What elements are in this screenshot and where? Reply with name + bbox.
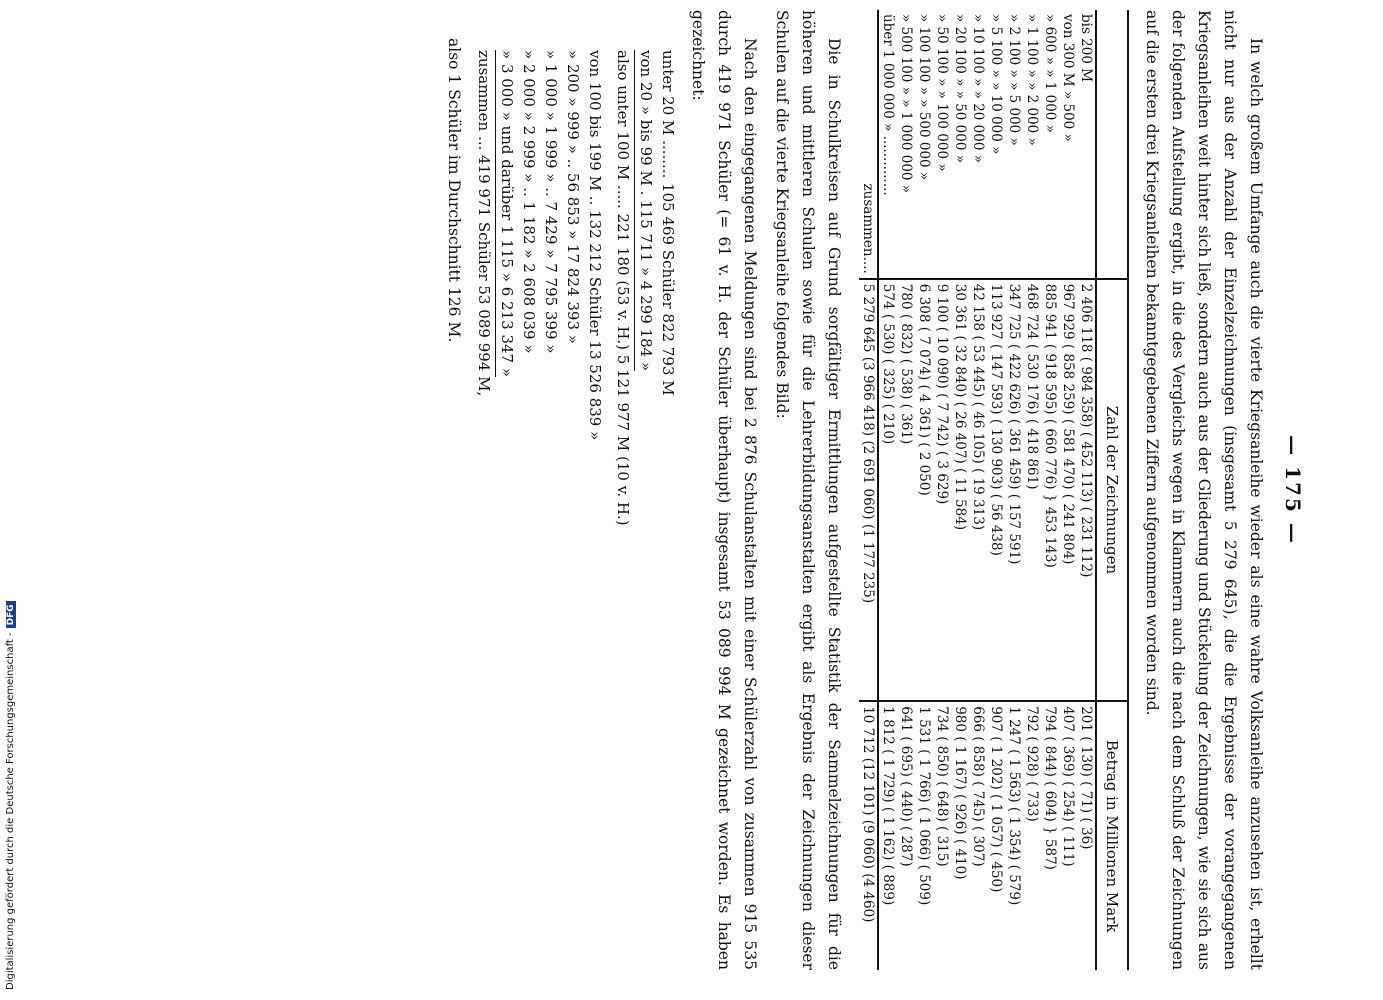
range-prefix: » — [934, 14, 950, 23]
amount-cell: 980 ( 1 167) ( 926) ( 410) — [952, 706, 968, 880]
range-to: » 5 000 » — [1006, 82, 1022, 146]
range-prefix: » — [1006, 14, 1022, 23]
merged-amount-note: 587) — [1042, 838, 1058, 870]
table-row — [1059, 10, 1077, 970]
range-to: » 50 000 » — [952, 90, 968, 163]
range-prefix: von — [1060, 14, 1076, 39]
count-cell: 113 927 ( 147 593) ( 130 903) ( 56 438) — [987, 279, 1005, 701]
table-body — [878, 10, 1096, 970]
amount-cell: 734 ( 850) ( 648) ( 315) — [934, 706, 950, 867]
dfg-logo: DFG — [6, 601, 16, 628]
range-to: » 2 000 » — [1024, 82, 1040, 146]
range-cell — [969, 10, 987, 279]
document-page — [85, 10, 1305, 970]
list-item: von 100 bis 199 M .. 132 212 Schüler 13 526 839 » — [586, 50, 604, 441]
list-item: also unter 100 M ..... 221 180 (53 v. H.) 5 121 977 M (10 v. H.) — [614, 50, 632, 526]
list-item: » 1 000 » 1 999 » .. 7 429 » 7 795 399 » — [542, 50, 560, 354]
table-row — [1041, 10, 1059, 970]
total-label: zusammen.... — [859, 10, 878, 279]
table-row — [969, 10, 987, 970]
count-cell: 574 ( 530) ( 325) ( 210) — [878, 279, 897, 701]
under-100-list — [612, 50, 679, 970]
amount-cell: 907 ( 1 202) ( 1 057) ( 450) — [988, 706, 1004, 893]
count-cell: 967 929 ( 858 259) ( 581 470) ( 241 804) — [1059, 279, 1077, 701]
amount-cell: 794 ( 844) ( 604) } 587) — [1042, 706, 1058, 870]
count-cell: 468 724 ( 530 176) ( 418 861) — [1023, 279, 1041, 701]
range-cell — [1023, 10, 1041, 279]
brace-mark: } — [1042, 489, 1058, 507]
range-prefix: » — [916, 14, 932, 23]
range-cell — [933, 10, 951, 279]
list-item: zusammen ... 419 971 Schüler 53 089 994 M, — [475, 50, 493, 397]
count-cell: 42 158 ( 53 445) ( 46 105) ( 19 313) — [969, 279, 987, 701]
table-row — [1077, 10, 1096, 970]
range-prefix: » — [1024, 14, 1040, 23]
intro-paragraph: In welch großem Umfange auch die vierte Kriegsanleihe wieder als eine wahre Volksanleihe anzusehen ist, erhellt nicht nur aus der Anzahl der Einzelzeichnungen (insgesamt 5 279 645), die die Ergebnisse der vorangegangenen Kriegsanleihen weit hinter sich ließ, sondern auch aus der Gliederung und Stückelung der Zeichnungen, wie sie sich aus der folgenden Aufstellung ergibt, in die des Vergleichs wegen in Klammern auch die nach dem Schluß der Zeichnungen auf die ersten drei Kriegsanleihen bekanntgegebenen Ziffern aufgenommen worden sind. — [1143, 10, 1265, 970]
range-prefix: » — [898, 14, 914, 23]
table-row — [933, 10, 951, 970]
amount-cell: 1 531 ( 1 766) ( 1 066) ( 509) — [916, 706, 932, 906]
table-row — [915, 10, 933, 970]
range-to: .............. — [880, 135, 896, 196]
range-from: 10 100 » — [970, 26, 986, 87]
page-number: — 175 — — [1281, 435, 1305, 545]
range-prefix: » — [952, 14, 968, 23]
range-from: 5 100 » — [988, 26, 1004, 78]
range-cell — [878, 10, 897, 279]
amount-cell: 641 ( 695) ( 440) ( 287) — [898, 706, 914, 867]
amount-cell: 407 ( 369) ( 254) ( 111) — [1060, 706, 1076, 867]
list-item: » 200 » 999 » .. 56 853 » 17 824 393 » — [564, 50, 582, 344]
range-to: » 20 000 » — [970, 90, 986, 163]
range-prefix: » — [988, 14, 1004, 23]
count-header: Zahl der Zeichnungen — [1096, 279, 1128, 701]
subscription-table — [859, 10, 1129, 970]
list-item: » 2 000 » 2 999 » .. 1 182 » 2 608 039 » — [520, 50, 538, 354]
table-row — [951, 10, 969, 970]
range-cell — [1077, 10, 1096, 279]
range-from: 600 » — [1042, 26, 1058, 65]
range-to: » 100 000 » — [934, 90, 950, 172]
reports-paragraph: Nach den eingegangenen Meldungen sind bei 2 876 Schulanstalten mit einer Schülerzahl von zusammen 915 535 durch 419 971 Schüler (= 61 v. H. der Schüler überhaupt) insgesamt 53 089 994 M gezeichnet worden. Es haben gezeichnet: — [689, 10, 759, 970]
total-amount: 10 712 (12 101) (9 060) (4 460) — [859, 701, 878, 970]
count-cell: 780 ( 832) ( 538) ( 361) — [897, 279, 915, 701]
table-row — [897, 10, 915, 970]
count-cell: 2 406 118 ( 984 358) ( 452 113) ( 231 112) — [1077, 279, 1096, 701]
table-row — [1005, 10, 1023, 970]
range-prefix: » — [970, 14, 986, 23]
count-cell: 6 308 ( 7 074) ( 4 361) ( 2 050) — [915, 279, 933, 701]
range-to: » 1 000 000 » — [898, 99, 914, 194]
closing-line: also 1 Schüler im Durchschnitt 126 M. — [445, 38, 463, 343]
range-from: 20 100 » — [952, 26, 968, 87]
over-100-list — [473, 50, 606, 970]
range-from: 100 100 » — [916, 26, 932, 95]
count-cell: 347 725 ( 422 626) ( 361 459) ( 157 591) — [1005, 279, 1023, 701]
table-row — [987, 10, 1005, 970]
range-from: 300 M — [1060, 42, 1076, 87]
range-cell — [987, 10, 1005, 279]
range-from: 2 100 » — [1006, 26, 1022, 78]
range-from: 1 100 » — [1024, 26, 1040, 78]
range-to: bis 200 M — [1078, 14, 1094, 83]
sidebar-credit — [0, 0, 22, 1000]
range-from: 50 100 » — [934, 26, 950, 87]
amount-cell: 666 ( 858) ( 745) ( 307) — [970, 706, 986, 867]
range-to: » 500 » — [1060, 90, 1076, 142]
schools-paragraph: Die in Schulkreisen auf Grund sorgfältiger Ermittlungen aufgestellte Statistik der Sammelzeichnungen für die höheren und mittleren Schulen sowie für die Lehrerbildungsanstalten ergibt als Ergebnis der Zeichnungen dieser Schulen auf die vierte Kriegsanleihe folgendes Bild: — [773, 10, 843, 970]
count-cell: 9 100 ( 10 090) ( 7 742) ( 3 629) — [933, 279, 951, 701]
range-to: » 500 000 » — [916, 99, 932, 181]
range-cell — [1059, 10, 1077, 279]
brace-mark: } — [1042, 821, 1058, 839]
amount-header: Betrag in Millionen Mark — [1096, 701, 1128, 970]
list-item: » 3 000 » und darüber 1 115 » 6 213 347 » — [495, 50, 518, 377]
list-item: unter 20 M ........ 105 469 Schüler 822 793 M — [659, 50, 677, 396]
range-header — [1096, 10, 1128, 279]
range-cell — [951, 10, 969, 279]
amount-cell: 792 ( 928) ( 733) — [1024, 706, 1040, 822]
range-cell — [915, 10, 933, 279]
range-cell — [1005, 10, 1023, 279]
amount-cell: 201 ( 130) ( 71) ( 36) — [1078, 706, 1094, 850]
range-prefix: » — [1042, 14, 1058, 23]
credit-text — [5, 601, 16, 990]
range-to: » 10 000 » — [988, 82, 1004, 155]
total-count: 5 279 645 (3 966 418) (2 691 060) (1 177 235) — [859, 279, 878, 701]
amount-cell: 1 812 ( 1 729) ( 1 162) ( 889) — [880, 706, 896, 906]
range-prefix: über — [880, 14, 896, 46]
list-item: von 20 » bis 99 M . 115 711 » 4 299 184 » — [634, 50, 657, 371]
range-from: 500 100 » — [898, 26, 914, 95]
credit-label: Digitalisierung gefördert durch die Deutsche Forschungsgemeinschaft - — [5, 632, 16, 990]
amount-cell: 1 247 ( 1 563) ( 1 354) ( 579) — [1006, 706, 1022, 906]
range-to: » 1 000 » — [1042, 69, 1058, 133]
range-from: 1 000 000 » — [880, 50, 896, 132]
range-cell — [897, 10, 915, 279]
table-row — [1023, 10, 1041, 970]
count-cell: 885 941 ( 918 595) ( 660 776) } 453 143) — [1041, 279, 1059, 701]
count-cell: 30 361 ( 32 840) ( 26 407) ( 11 584) — [951, 279, 969, 701]
merged-count-note: 453 143) — [1042, 506, 1058, 568]
range-cell — [1041, 10, 1059, 279]
table-row — [878, 10, 897, 970]
